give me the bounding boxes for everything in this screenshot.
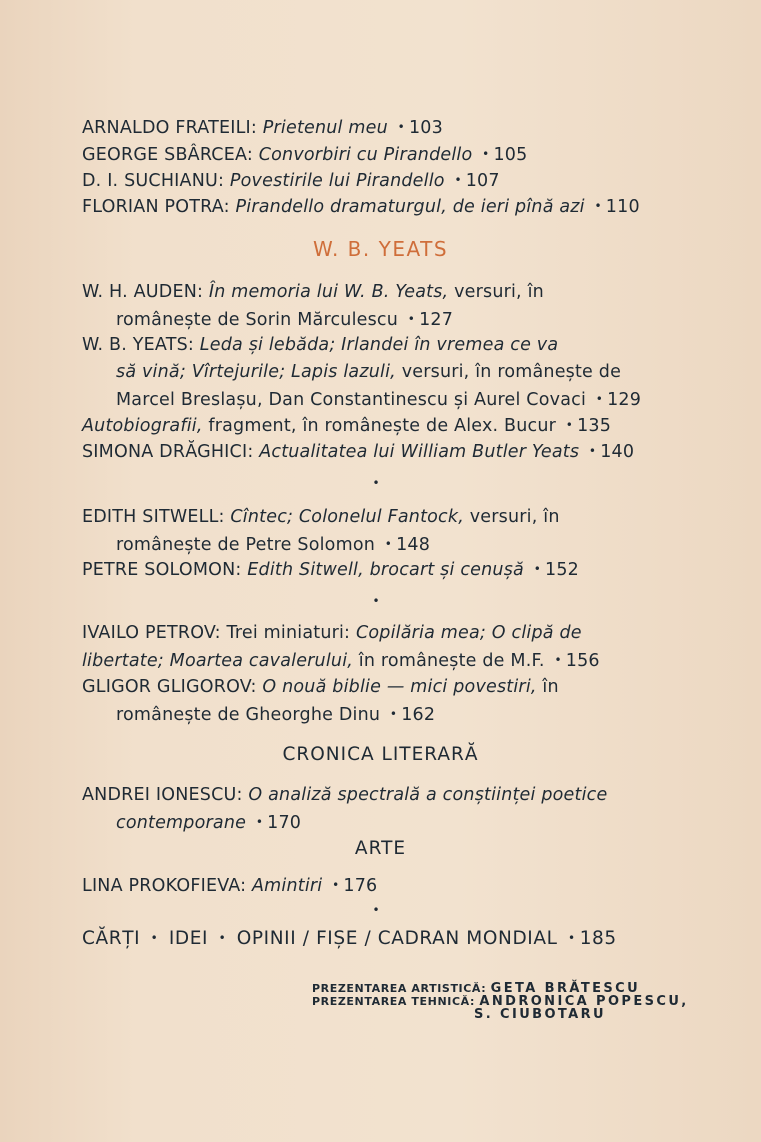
entry-page: 176 <box>343 876 378 896</box>
entry-note: versuri, în <box>454 282 544 302</box>
credit-value: S. CIUBOTARU <box>474 1007 607 1022</box>
toc-entry-solomon <box>82 556 676 584</box>
toc-entry-yeats <box>82 332 676 414</box>
section-heading-arte: ARTE <box>354 838 407 859</box>
bullet: • <box>568 931 576 945</box>
separator-dot: • <box>372 476 380 490</box>
toc-entry-sbarcea <box>82 141 676 169</box>
entry-author: GEORGE SBÂRCEA: <box>82 145 253 165</box>
entry-title: Pirandello dramaturgul, de ieri pînă azi <box>235 197 585 217</box>
bullet: • <box>389 707 398 721</box>
entry-title: Cîntec; Colonelul Fantock, <box>230 507 464 527</box>
entry-page: 152 <box>544 560 579 580</box>
bullet: • <box>533 562 541 576</box>
toc-entry-gligorov <box>82 674 676 729</box>
toc-entry-prokofieva <box>82 872 676 900</box>
bullet: • <box>255 815 264 829</box>
credit-value: GETA BRĂTESCU <box>490 981 641 996</box>
bullet: • <box>595 392 604 406</box>
toc-entry-suchianu <box>82 167 676 195</box>
entry-page: 110 <box>605 197 640 217</box>
entry-title: În memoria lui W. B. Yeats, <box>208 282 449 302</box>
toc-entry-frateili <box>82 114 676 142</box>
entry-author: GLIGOR GLIGOROV: <box>82 677 257 697</box>
separator-dot: • <box>372 903 380 917</box>
entry-note: Trei miniaturi: <box>226 623 351 643</box>
entry-title: Leda și lebăda; Irlandei în vremea ce va <box>199 335 559 355</box>
bullet: • <box>588 444 597 458</box>
entry-note: românește de Petre Solomon <box>116 535 376 555</box>
toc-entry-ionescu <box>82 782 676 837</box>
entry-author: W. B. YEATS: <box>82 335 195 355</box>
entry-title: Actualitatea lui William Butler Yeats <box>259 442 580 462</box>
entry-page: 135 <box>577 416 612 436</box>
entry-page: 107 <box>465 171 500 191</box>
entry-page: 129 <box>607 390 642 410</box>
section-heading-cronica: CRONICA LITERARĂ <box>282 744 479 765</box>
entry-author: IVAILO PETROV: <box>82 623 221 643</box>
bullet: • <box>554 653 562 667</box>
bullet: • <box>150 931 159 945</box>
toc-entry-petrov <box>82 620 676 675</box>
entry-page: 148 <box>396 535 431 555</box>
mondial-part: CĂRȚI <box>82 928 141 949</box>
entry-author: FLORIAN POTRA: <box>82 197 230 217</box>
entry-note: Marcel Breslașu, Dan Constantinescu și Aurel Covaci <box>116 390 587 410</box>
credit-label: PREZENTAREA ARTISTICĂ: <box>312 982 487 995</box>
entry-title: O nouă biblie — mici povestiri, <box>262 677 537 697</box>
toc-entry-auden <box>82 279 676 334</box>
entry-page: 127 <box>419 310 454 330</box>
entry-title: contemporane <box>116 813 247 833</box>
bullet: • <box>397 120 405 134</box>
entry-page: 105 <box>493 145 528 165</box>
bullet: • <box>594 199 602 213</box>
entry-note: versuri, în românește de <box>401 362 622 382</box>
entry-title: Autobiografii, <box>82 416 203 436</box>
entry-page: 140 <box>600 442 635 462</box>
bullet: • <box>384 537 393 551</box>
entry-note: în românește de M.F. <box>358 651 545 671</box>
entry-title: Edith Sitwell, brocart și cenușă <box>247 560 524 580</box>
mondial-part: OPINII / FIȘE / CADRAN MONDIAL <box>236 928 558 949</box>
toc-entry-draghici <box>82 438 676 466</box>
entry-author: SIMONA DRĂGHICI: <box>82 442 254 462</box>
credit-value: ANDRONICA POPESCU, <box>479 994 689 1009</box>
entry-author: PETRE SOLOMON: <box>82 560 242 580</box>
entry-title: Prietenul meu <box>262 118 388 138</box>
bullet: • <box>565 418 574 432</box>
bullet: • <box>407 312 416 326</box>
entry-page: 156 <box>565 651 600 671</box>
entry-page: 162 <box>401 705 436 725</box>
entry-page: 185 <box>579 928 617 949</box>
entry-title: Copilăria mea; O clipă de <box>355 623 582 643</box>
entry-title: Convorbiri cu Pirandello <box>258 145 473 165</box>
toc-entry-autobiografii <box>82 412 676 440</box>
entry-title: Amintiri <box>251 876 323 896</box>
credit-label: PREZENTAREA TEHNICĂ: <box>312 995 475 1008</box>
entry-note: versuri, în <box>469 507 560 527</box>
toc-entry-potra <box>82 193 676 221</box>
section-heading-yeats: W. B. YEATS <box>312 237 449 261</box>
toc-entry-sitwell <box>82 504 676 559</box>
entry-author: LINA PROKOFIEVA: <box>82 876 247 896</box>
entry-title: să vină; Vîrtejurile; Lapis lazuli, <box>116 362 396 382</box>
entry-page: 103 <box>408 118 443 138</box>
bullet: • <box>454 173 462 187</box>
entry-page: 170 <box>267 813 302 833</box>
entry-title: libertate; Moartea cavalerului, <box>82 651 354 671</box>
separator-dot: • <box>372 594 380 608</box>
entry-author: ANDREI IONESCU: <box>82 785 243 805</box>
entry-note: românește de Gheorghe Dinu <box>116 705 381 725</box>
entry-author: EDITH SITWELL: <box>82 507 225 527</box>
entry-note: fragment, în românește de Alex. Bucur <box>208 416 557 436</box>
toc-entry-mondial <box>82 928 682 949</box>
entry-title: Povestirile lui Pirandello <box>229 171 445 191</box>
entry-note: românește de Sorin Mărculescu <box>116 310 399 330</box>
bullet: • <box>218 931 227 945</box>
bullet: • <box>482 147 490 161</box>
entry-note: în <box>542 677 559 697</box>
entry-title: O analiză spectrală a conștiinței poetice <box>248 785 608 805</box>
credits-block <box>312 982 712 1021</box>
entry-author: ARNALDO FRATEILI: <box>82 118 257 138</box>
bullet: • <box>332 878 340 892</box>
entry-author: W. H. AUDEN: <box>82 282 204 302</box>
entry-author: D. I. SUCHIANU: <box>82 171 225 191</box>
mondial-part: IDEI <box>168 928 209 949</box>
